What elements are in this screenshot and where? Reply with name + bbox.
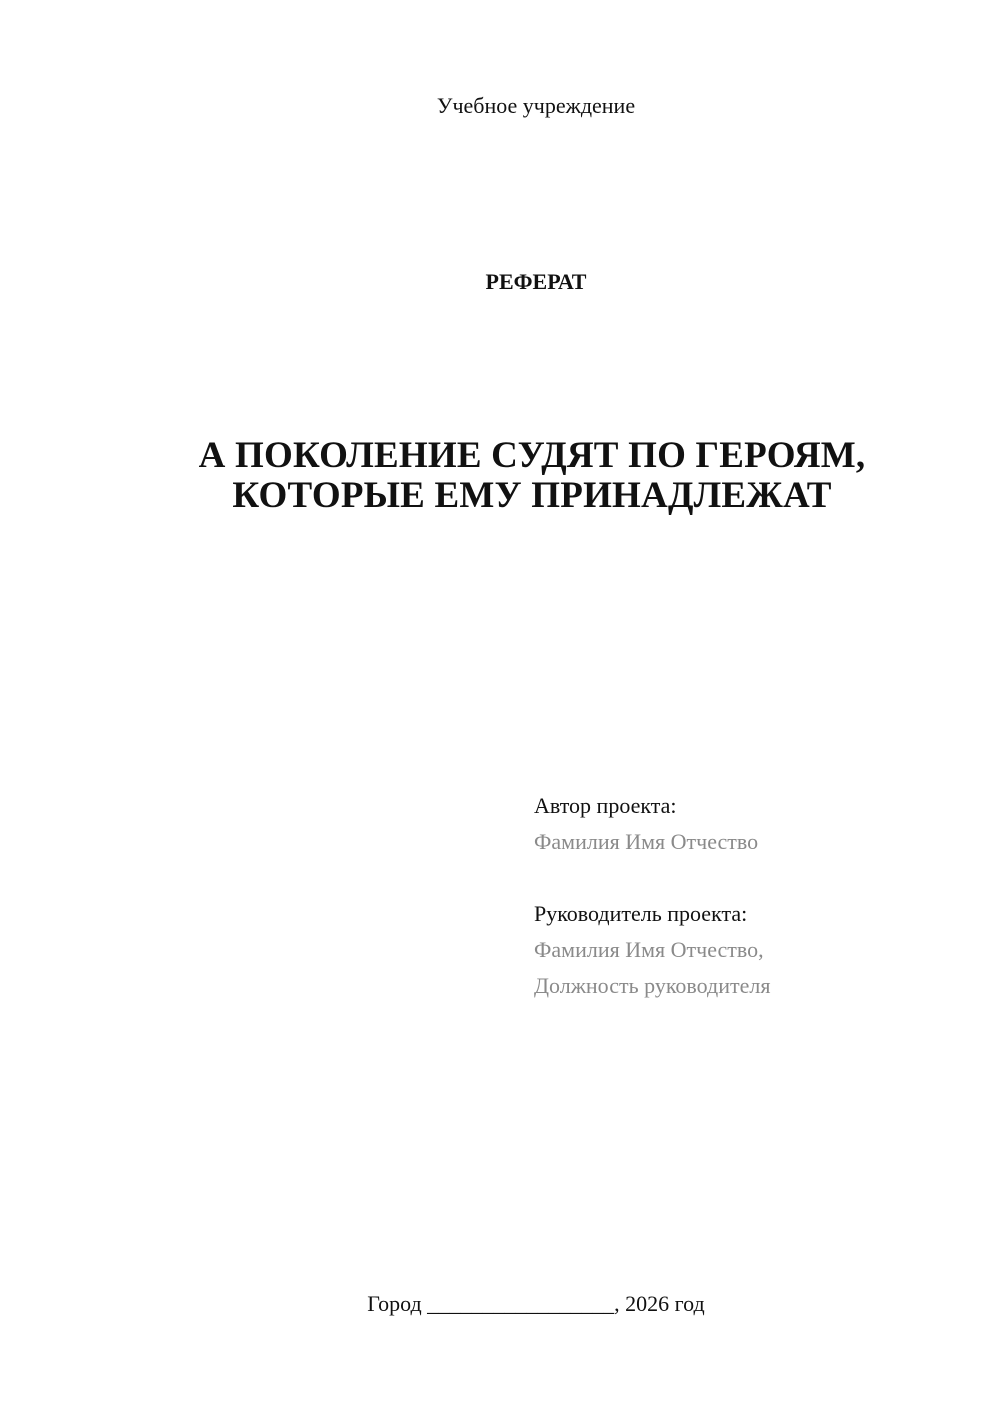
supervisor-label: Руководитель проекта: bbox=[534, 901, 748, 926]
info-spacer bbox=[534, 860, 974, 896]
supervisor-position: Должность руководителя bbox=[534, 973, 771, 998]
title-line-2: КОТОРЫЕ ЕМУ ПРИНАДЛЕЖАТ bbox=[232, 475, 832, 516]
document-title bbox=[0, 436, 1000, 516]
supervisor-name: Фамилия Имя Отчество, bbox=[534, 937, 764, 962]
city-year-line: Город _________________, 2026 год bbox=[367, 1291, 705, 1316]
institution-name: Учебное учреждение bbox=[436, 93, 636, 118]
project-info-block bbox=[534, 788, 974, 1004]
title-line-1: А ПОКОЛЕНИЕ СУДЯТ ПО ГЕРОЯМ, bbox=[198, 435, 866, 476]
author-label: Автор проекта: bbox=[534, 793, 677, 818]
author-name: Фамилия Имя Отчество bbox=[534, 829, 759, 854]
document-type: РЕФЕРАТ bbox=[485, 269, 587, 294]
